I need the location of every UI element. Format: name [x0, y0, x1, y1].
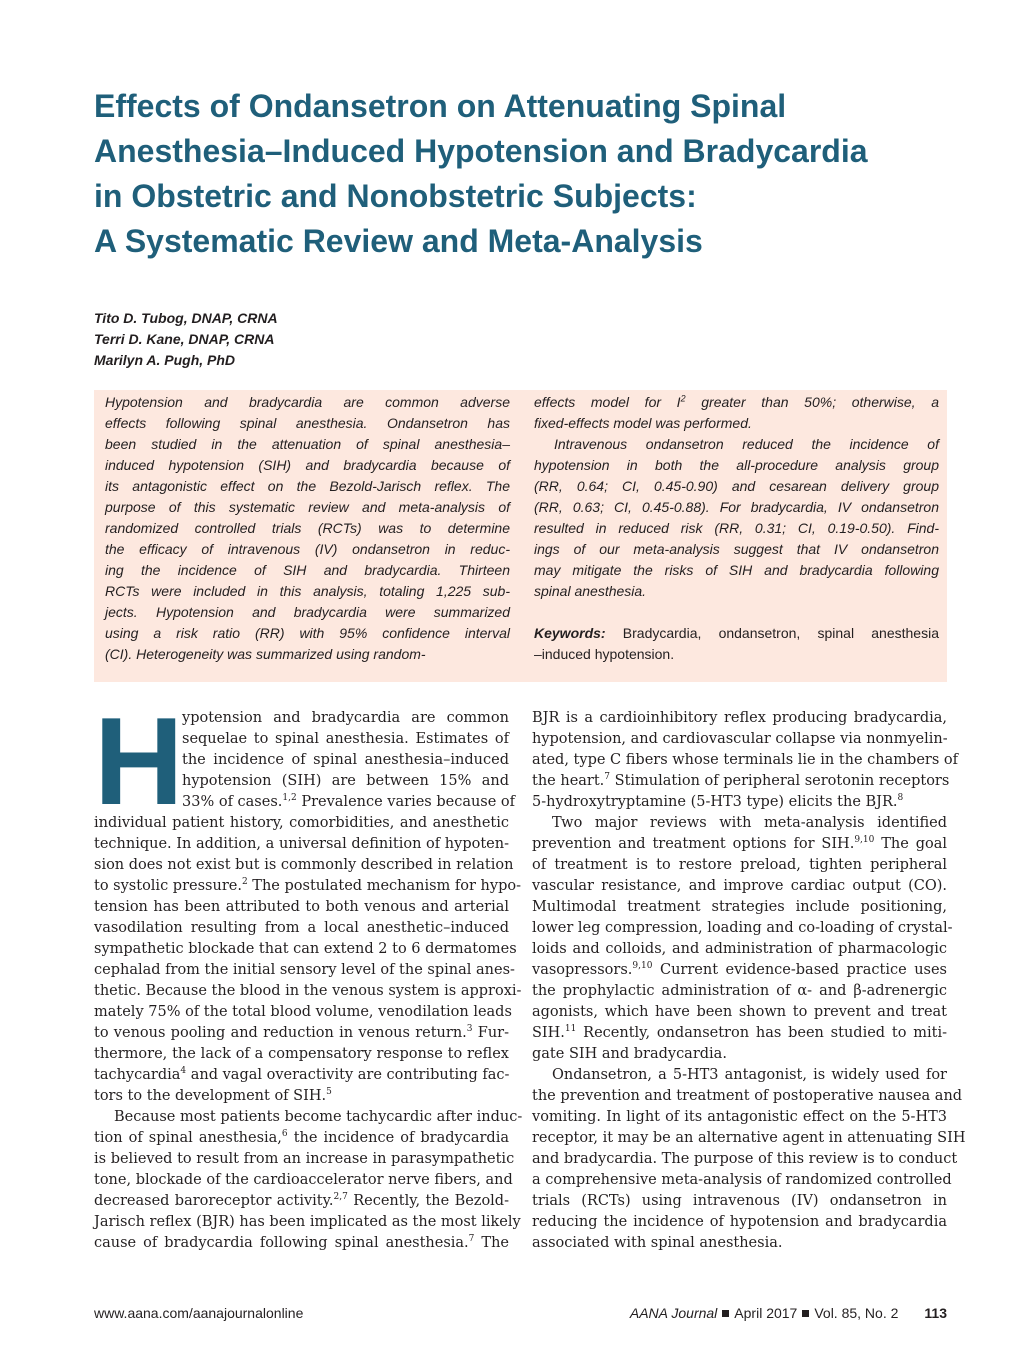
title-line: Anesthesia–Induced Hypotension and Bradycardia — [94, 133, 868, 169]
body-text: to systolic pressure. — [94, 878, 242, 894]
citation-superscript: 9,10 — [632, 961, 653, 972]
title-line: in Obstetric and Nonobstetric Subjects: — [94, 178, 697, 214]
body-text: is believed to result from an increase in parasympathetic — [94, 1151, 515, 1167]
body-line — [532, 1044, 947, 1065]
body-text: mately 75% of the total blood volume, venodilation leads — [94, 1004, 512, 1020]
body-line — [532, 771, 950, 792]
body-line — [532, 960, 947, 981]
body-text: gate SIH and bradycardia. — [532, 1046, 727, 1062]
body-text: receptor, it may be an alternative agent in attenuating SIH — [532, 1130, 966, 1146]
journal-url: www.aana.com/aanajournalonline — [94, 1305, 304, 1321]
abstract-left-column — [105, 392, 510, 665]
body-text: thetic. Because the blood in the venous system is approxi- — [94, 983, 522, 999]
body-text: Recently, the Bezold- — [347, 1193, 509, 1209]
body-text: prevention and treatment options for SIH. — [532, 836, 855, 852]
abstract-line: may mitigate the risks of SIH and bradycardia following — [534, 562, 939, 578]
citation-superscript: 3 — [466, 1024, 473, 1035]
abstract-line: the efficacy of intravenous (IV) ondansetron in reduc- — [105, 541, 510, 557]
body-text: Prevalence varies because of — [296, 794, 516, 810]
body-line — [532, 1065, 947, 1086]
body-text: sympathetic blockade that can extend 2 to 6 dermatomes — [94, 941, 517, 957]
body-text: and vagal overactivity are contributing fac- — [186, 1067, 510, 1083]
body-text: hypotension, and cardiovascular collapse via nonmyelin- — [532, 731, 948, 747]
abstract-line: fixed-effects model was performed. — [534, 415, 752, 431]
article-title — [94, 84, 974, 264]
body-text: and bradycardia. The purpose of this review is to conduct — [532, 1151, 958, 1167]
citation-superscript: 5 — [326, 1087, 332, 1098]
body-line — [94, 771, 509, 792]
body-line — [94, 834, 509, 855]
body-line — [94, 1191, 509, 1212]
body-line — [94, 792, 516, 813]
body-text: BJR is a cardioinhibitory reflex producing bradycardia, — [532, 710, 947, 726]
body-text: The postulated mechanism for hypo- — [247, 878, 521, 894]
abstract-line: RCTs were included in this analysis, totaling 1,225 sub- — [105, 583, 510, 599]
body-text: tension has been attributed to both venous and arterial — [94, 899, 509, 915]
body-text: tachycardia — [94, 1067, 181, 1083]
body-line — [94, 960, 515, 981]
body-line — [94, 813, 509, 834]
body-text: the incidence of bradycardia — [287, 1130, 509, 1146]
body-text: the prevention and treatment of postoperative nausea and — [532, 1088, 963, 1104]
body-line — [532, 1023, 947, 1044]
body-line — [532, 897, 947, 918]
abstract-line: induced hypotension (SIH) and bradycardia because of — [105, 457, 510, 473]
body-line — [532, 939, 947, 960]
body-line — [532, 1170, 952, 1191]
body-text: tone, blockade of the cardioaccelerator nerve fibers, and — [94, 1172, 513, 1188]
body-line — [94, 981, 522, 1002]
body-line — [532, 792, 947, 813]
abstract-line: been studied in the attenuation of spinal anesthesia– — [105, 436, 510, 452]
body-text: hypotension (SIH) are between 15% and — [182, 773, 509, 789]
citation-superscript: 1,2 — [282, 793, 297, 804]
abstract-spacer — [534, 602, 939, 623]
author: Terri D. Kane, DNAP, CRNA — [94, 331, 275, 347]
body-line — [94, 750, 509, 771]
body-line — [94, 1233, 509, 1254]
body-text: reducing the incidence of hypotension and bradycardia — [532, 1214, 947, 1230]
abstract-line: ings of our meta-analysis suggest that IV ondansetron — [534, 541, 939, 557]
title-line: A Systematic Review and Meta-Analysis — [94, 223, 703, 259]
body-line — [532, 1107, 947, 1128]
keywords-text: –induced hypotension. — [534, 646, 675, 662]
body-text: vasodilation resulting from a local anesthetic–induced — [94, 920, 509, 936]
abstract-line: (CI). Heterogeneity was summarized using random- — [105, 646, 426, 662]
separator-square-icon — [802, 1310, 809, 1317]
body-line — [94, 897, 509, 918]
body-line — [532, 1233, 947, 1254]
body-text: Jarisch reflex (BJR) has been implicated as the most likely — [94, 1214, 521, 1230]
citation-superscript: 2,7 — [333, 1192, 348, 1203]
body-line — [532, 1191, 947, 1212]
body-line — [532, 981, 947, 1002]
body-line — [532, 918, 953, 939]
citation-superscript: 7 — [604, 772, 611, 783]
body-text: the prophylactic administration of α- and β-adrenergic — [532, 983, 947, 999]
abstract-line: its antagonistic effect on the Bezold-Jarisch reflex. The — [105, 478, 510, 494]
body-text: Stimulation of peripheral serotonin receptors — [610, 773, 950, 789]
citation-superscript: 4 — [180, 1066, 187, 1077]
body-text: Ondansetron, a 5-HT3 antagonist, is widely used for — [552, 1067, 947, 1083]
author: Tito D. Tubog, DNAP, CRNA — [94, 310, 278, 326]
body-line — [94, 855, 514, 876]
body-text: The — [474, 1235, 509, 1251]
keywords-text: Bradycardia, ondansetron, spinal anesthesia — [605, 625, 939, 641]
body-text: trials (RCTs) using intravenous (IV) ondansetron in — [532, 1193, 947, 1209]
page-number: 113 — [924, 1305, 947, 1321]
abstract-line: purpose of this systematic review and meta-analysis of — [105, 499, 510, 515]
body-text: decreased baroreceptor activity. — [94, 1193, 334, 1209]
body-text: to venous pooling and reduction in venous return. — [94, 1025, 467, 1041]
body-text: lower leg compression, loading and co-loading of crystal- — [532, 920, 953, 936]
body-line — [94, 729, 509, 750]
body-text: vomiting. In light of its antagonistic effect on the 5-HT3 — [532, 1109, 947, 1125]
body-text: 5-hydroxytryptamine (5-HT3 type) elicits the BJR. — [532, 794, 898, 810]
citation-superscript: 2 — [241, 877, 248, 888]
volume-info: Vol. 85, No. 2 — [814, 1305, 899, 1321]
journal-name: AANA Journal — [629, 1305, 718, 1321]
body-line — [94, 1107, 523, 1128]
title-line: Effects of Ondansetron on Attenuating Spinal — [94, 88, 787, 124]
body-line — [94, 1212, 521, 1233]
body-line — [532, 876, 947, 897]
body-line — [532, 750, 958, 771]
abstract-line: (RR, 0.64; CI, 0.45-0.90) and cesarean delivery group — [534, 478, 939, 494]
body-line — [94, 1086, 509, 1107]
abstract-line: hypotension in both the all-procedure analysis group — [534, 457, 939, 473]
body-right-column — [532, 708, 966, 1254]
body-text: vasopressors. — [532, 962, 633, 978]
author-list — [94, 308, 278, 371]
citation-superscript: 11 — [564, 1024, 577, 1035]
abstract-line: effects following spinal anesthesia. Ondansetron has — [105, 415, 510, 431]
keywords-label: Keywords: — [534, 625, 606, 641]
citation-superscript: 7 — [468, 1234, 475, 1245]
body-text: Fur- — [472, 1025, 509, 1041]
body-text: thermore, the lack of a compensatory response to reflex — [94, 1046, 509, 1062]
citation-superscript: 8 — [897, 793, 904, 804]
body-text: associated with spinal anesthesia. — [532, 1235, 783, 1251]
abstract-line: randomized controlled trials (RCTs) was to determine — [105, 520, 510, 536]
body-text: Current evidence-based practice uses — [652, 962, 947, 978]
body-text: the heart. — [532, 773, 605, 789]
body-text: loids and colloids, and administration of pharmacologic — [532, 941, 947, 957]
body-text: Recently, ondansetron has been studied to miti- — [576, 1025, 947, 1041]
journal-info — [630, 1305, 947, 1321]
body-line — [94, 1128, 509, 1149]
body-text: vascular resistance, and improve cardiac output (CO). — [532, 878, 947, 894]
body-line — [94, 1023, 509, 1044]
body-text: a comprehensive meta-analysis of randomized controlled — [532, 1172, 952, 1188]
body-line — [532, 1002, 947, 1023]
author: Marilyn A. Pugh, PhD — [94, 352, 236, 368]
abstract-line: resulted in reduced risk (RR, 0.31; CI, 0.19-0.50). Find- — [534, 520, 939, 536]
body-text: agonists, which have been shown to prevent and treat — [532, 1004, 947, 1020]
body-line — [94, 708, 509, 729]
body-left-column — [94, 693, 523, 1254]
body-line — [532, 813, 947, 834]
abstract-line: ing the incidence of SIH and bradycardia. Thirteen — [105, 562, 510, 578]
body-line — [532, 855, 947, 876]
abstract-line: Intravenous ondansetron reduced the incidence of — [554, 436, 939, 452]
body-text: Because most patients become tachycardic after induc- — [114, 1109, 523, 1125]
body-text: cephalad from the initial sensory level of the spinal anes- — [94, 962, 515, 978]
drop-cap: H — [94, 693, 184, 831]
body-line — [94, 1044, 509, 1065]
separator-square-icon — [722, 1310, 729, 1317]
abstract-right-column — [534, 392, 939, 665]
abstract-line: spinal anesthesia. — [534, 583, 647, 599]
abstract-line: jects. Hypotension and bradycardia were summarized — [105, 604, 510, 620]
body-text: sion does not exist but is commonly described in relation — [94, 857, 514, 873]
body-text: individual patient history, comorbidities, and anesthetic — [94, 815, 509, 831]
body-line — [532, 1149, 958, 1170]
body-line — [94, 1002, 512, 1023]
body-text: The goal — [874, 836, 947, 852]
body-text: tion of spinal anesthesia, — [94, 1130, 282, 1146]
keywords-line — [534, 623, 939, 644]
abstract-line: effects model for $I^2$ greater than 50%; otherwise, a — [534, 393, 939, 410]
body-text: cause of bradycardia following spinal anesthesia. — [94, 1235, 469, 1251]
body-line — [532, 1086, 963, 1107]
body-line — [94, 918, 509, 939]
body-text: sequelae to spinal anesthesia. Estimates of — [182, 731, 509, 747]
abstract-line: (RR, 0.63; CI, 0.45-0.88). For bradycardia, IV ondansetron — [534, 499, 939, 515]
citation-superscript: 6 — [281, 1129, 288, 1140]
issue-date: April 2017 — [734, 1305, 798, 1321]
body-text: the incidence of spinal anesthesia–induced — [182, 752, 509, 768]
body-line — [94, 1170, 513, 1191]
body-text: ypotension and bradycardia are common — [182, 710, 509, 726]
body-text: 33% of cases. — [182, 794, 283, 810]
abstract-line: using a risk ratio (RR) with 95% confidence interval — [105, 625, 510, 641]
body-text: of treatment is to restore preload, tighten peripheral — [532, 857, 947, 873]
body-line — [94, 939, 517, 960]
body-line — [532, 708, 947, 729]
body-line — [94, 1149, 515, 1170]
body-line — [532, 729, 947, 750]
abstract-line: Hypotension and bradycardia are common adverse — [105, 394, 510, 410]
citation-superscript: 9,10 — [854, 835, 875, 846]
body-text: tors to the development of SIH. — [94, 1088, 327, 1104]
body-text: SIH. — [532, 1025, 565, 1041]
body-line — [94, 876, 521, 897]
body-text: Two major reviews with meta-analysis identified — [552, 815, 947, 831]
body-text: Multimodal treatment strategies include positioning, — [532, 899, 947, 915]
body-line — [532, 1212, 947, 1233]
body-line — [532, 1128, 966, 1149]
body-line — [532, 834, 947, 855]
body-text: ated, type C fibers whose terminals lie in the chambers of — [532, 752, 958, 768]
body-text: technique. In addition, a universal definition of hypoten- — [94, 836, 509, 852]
body-line — [94, 1065, 509, 1086]
